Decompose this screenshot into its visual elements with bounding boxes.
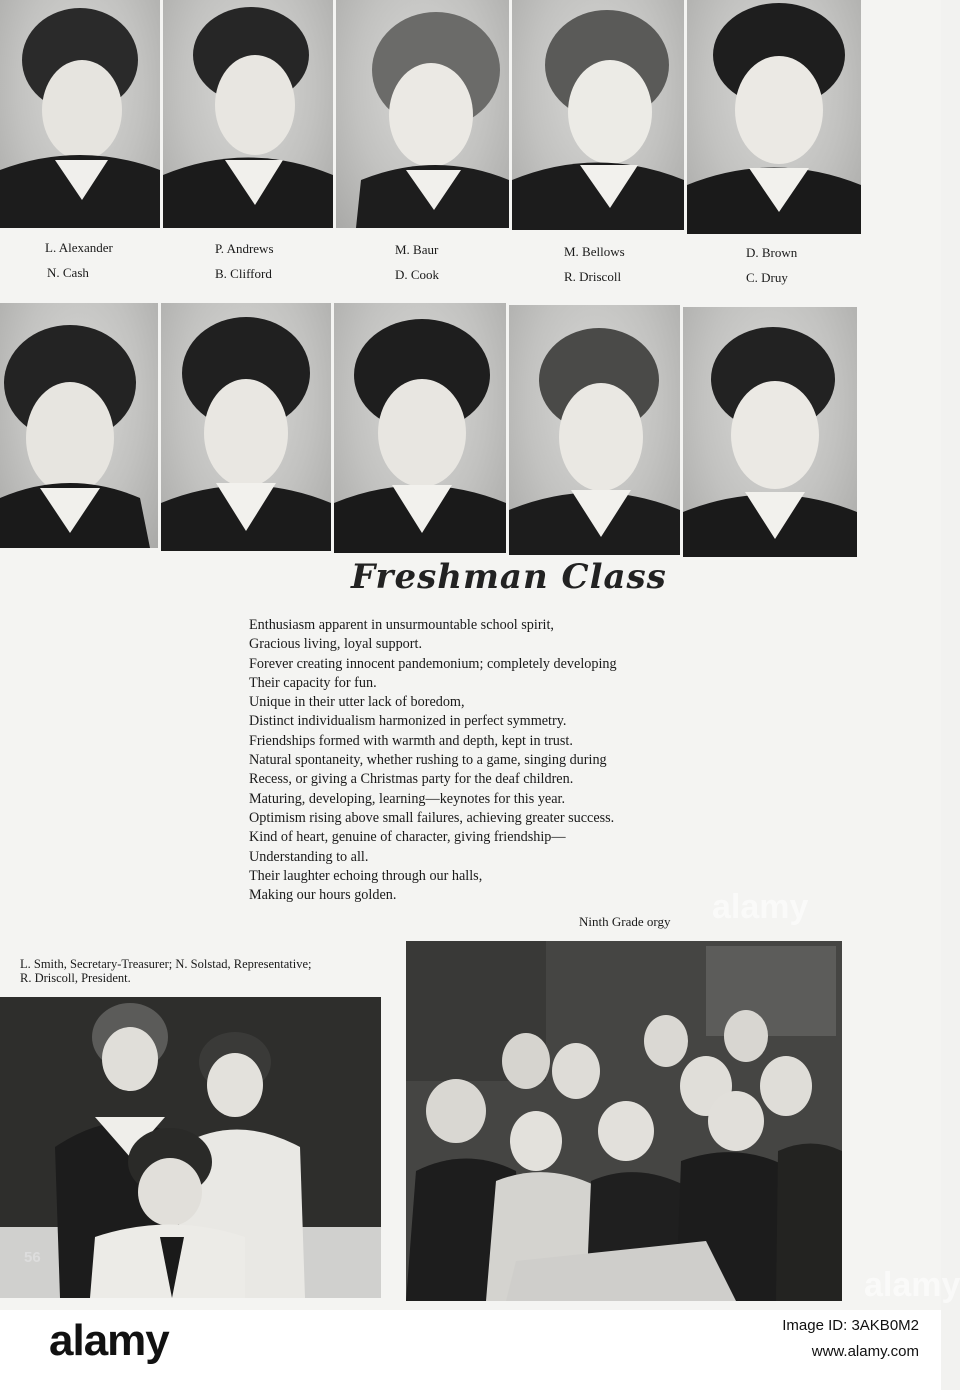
student-name: L. Alexander (45, 240, 113, 255)
student-name: D. Cook (395, 267, 440, 282)
photo-caption-right: Ninth Grade orgy (579, 914, 671, 929)
poem-line: Gracious living, loyal support. (249, 636, 422, 653)
portrait-photo (163, 0, 333, 228)
photo-caption-left (20, 957, 312, 985)
student-name: P. Andrews (215, 241, 274, 256)
image-id: Image ID: 3AKB0M2 (782, 1317, 919, 1334)
portrait-photo (512, 0, 684, 230)
poem (249, 616, 617, 905)
poem-line: Their capacity for fun. (249, 674, 377, 691)
poem-line: Optimism rising above small failures, achieving greater success. (249, 809, 615, 826)
watermark-text: alamy (864, 1266, 960, 1304)
section-title: Freshman Class (351, 557, 667, 597)
poem-line: Natural spontaneity, whether rushing to a game, singing during (249, 752, 607, 769)
poem-line: Understanding to all. (249, 848, 369, 865)
poem-line: Distinct individualism harmonized in perfect symmetry. (249, 713, 567, 730)
poem-line: Their laughter echoing through our halls, (249, 867, 483, 884)
caption-line: L. Smith, Secretary-Treasurer; N. Solstad, Representative; (20, 957, 312, 971)
portrait-photo (334, 303, 506, 553)
caption-line: R. Driscoll, President. (20, 971, 131, 985)
portrait-photo (509, 305, 680, 555)
alamy-logo: alamy (49, 1316, 169, 1365)
student-name: C. Druy (746, 270, 788, 285)
poem-line: Friendships formed with warmth and depth, kept in trust. (249, 732, 573, 749)
poem-line: Kind of heart, genuine of character, giving friendship— (249, 829, 566, 846)
poem-line: Maturing, developing, learning—keynotes for this year. (249, 790, 565, 807)
poem-line: Enthusiasm apparent in unsurmountable school spirit, (249, 617, 554, 633)
portrait-photo (161, 303, 331, 551)
page-number: 56 (24, 1249, 41, 1266)
student-name: M. Bellows (564, 244, 625, 259)
student-name: M. Baur (395, 242, 439, 257)
portrait-photo (0, 0, 160, 228)
poem-line: Making our hours golden. (249, 887, 397, 904)
student-name: D. Brown (746, 245, 798, 260)
poem-line: Unique in their utter lack of boredom, (249, 694, 465, 711)
poem-line: Recess, or giving a Christmas party for the deaf children. (249, 771, 574, 788)
portrait-photo (0, 303, 158, 548)
ninth-grade-group-photo (406, 941, 842, 1301)
student-name: R. Driscoll (564, 269, 622, 284)
portrait-photo (336, 0, 509, 228)
student-name: N. Cash (47, 265, 89, 280)
site-url[interactable]: www.alamy.com (811, 1343, 919, 1360)
portrait-photo (687, 0, 861, 234)
watermark-text: alamy (712, 888, 809, 926)
student-name: B. Clifford (215, 266, 272, 281)
poem-line: Forever creating innocent pandemonium; completely developing (249, 655, 617, 672)
portrait-photo (683, 307, 857, 557)
officers-group-photo (0, 997, 381, 1298)
